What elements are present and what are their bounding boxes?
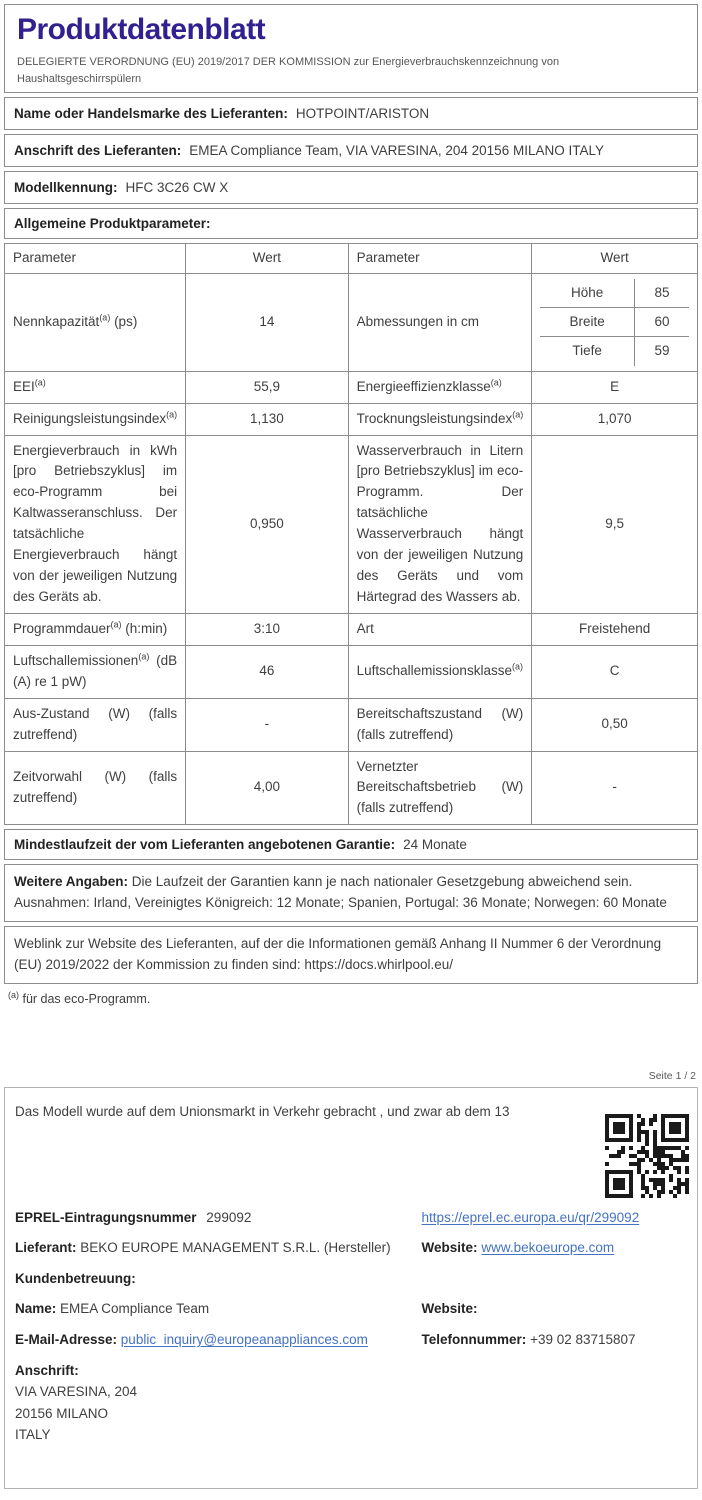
off-mode-value: -: [186, 698, 349, 751]
dimensions-label: Abmessungen in cm: [348, 273, 532, 371]
standby-value: 0,50: [532, 698, 698, 751]
address-block: [15, 1360, 687, 1446]
eprel-link[interactable]: https://eprel.ec.europa.eu/qr/299092: [421, 1209, 640, 1225]
supplier-name-label: Name oder Handelsmarke des Lieferanten:: [14, 106, 288, 121]
general-parameters-header: Allgemeine Produktparameter:: [4, 208, 698, 239]
table-header-row: [5, 244, 698, 274]
email-row: [15, 1329, 687, 1351]
capacity-label: Nennkapazität$^{(a)}$ (ps): [5, 273, 186, 371]
eprel-row: [15, 1207, 687, 1229]
additional-info-row: [4, 864, 698, 922]
supplier-address-row: [4, 134, 698, 167]
table-row: [5, 273, 698, 371]
table-row: [5, 645, 698, 698]
water-consumption-label: Wasserverbrauch in Litern [pro Betriebszyklus] im eco-Programm. Der tatsächliche Wasserverbrauch hängt von der jeweiligen Nutzung des Geräts und vom Härtegrad des Wassers ab.: [348, 435, 532, 613]
supplier-name-row: [4, 97, 698, 130]
program-duration-value: 3:10: [186, 613, 349, 645]
address-line: VIA VARESINA, 204: [15, 1384, 138, 1400]
dim-value: 60: [635, 308, 689, 337]
table-row: [5, 613, 698, 645]
website2-info: Website:: [421, 1301, 478, 1317]
networked-standby-label: Vernetzter Bereitschaftsbetrieb (W) (falls zutreffend): [348, 751, 532, 825]
delay-start-value: 4,00: [186, 751, 349, 825]
phone-info: Telefonnummer: +39 02 83715807: [421, 1331, 636, 1347]
title-section: [4, 4, 698, 93]
weblink-url: https://docs.whirlpool.eu/: [304, 957, 454, 973]
energy-class-value: E: [532, 371, 698, 403]
cleaning-index-value: 1,130: [186, 403, 349, 435]
email-info: E-Mail-Adresse: public_inquiry@europeanappliances.com: [15, 1331, 368, 1347]
eei-label: EEI$^{(a)}$: [5, 371, 186, 403]
header-wert-2: Wert: [532, 244, 698, 274]
type-value: Freistehend: [532, 613, 698, 645]
additional-info-label: Weitere Angaben:: [14, 874, 129, 890]
dim-value: 85: [635, 279, 689, 308]
page-break-spacer: [4, 1006, 698, 1070]
header-parameter-2: Parameter: [348, 244, 532, 274]
dim-name: Tiefe: [540, 337, 634, 366]
qr-code: [599, 1108, 695, 1204]
dimensions-values: [532, 273, 698, 371]
address-line: 20156 MILANO: [15, 1405, 109, 1421]
table-row: [5, 435, 698, 613]
additional-info-text: Die Laufzeit der Garantien kann je nach nationaler Gesetzgebung abweichend sein. Ausnahmen: Irland, Vereinigtes Königreich: 12 Monate; Spanien, Portugal: 36 Monate; Norwegen: 60 Monate: [14, 874, 667, 911]
energy-class-label: Energieeffizienzklasse$^{(a)}$: [348, 371, 532, 403]
supplier-address-value: EMEA Compliance Team, VIA VARESINA, 204 20156 MILANO ITALY: [189, 143, 604, 158]
weblink-row: [4, 926, 698, 984]
eei-value: 55,9: [186, 371, 349, 403]
regulation-subtitle: DELEGIERTE VERORDNUNG (EU) 2019/2017 DER KOMMISSION zur Energieverbrauchskennzeichnung von Haushaltsgeschirrspülern: [17, 56, 560, 85]
standby-label: Bereitschaftszustand (W) (falls zutreffend): [348, 698, 532, 751]
website-info: Website: www.bekoeurope.com: [421, 1240, 615, 1256]
supplier-row: [15, 1237, 687, 1259]
dim-name: Breite: [540, 308, 634, 337]
table-row: [540, 337, 689, 366]
eco-footnote: $^{(a)}$ für das eco-Programm.: [8, 989, 151, 1006]
table-row: [540, 279, 689, 308]
table-row: [5, 371, 698, 403]
header-wert-1: Wert: [186, 244, 349, 274]
email-link[interactable]: public_inquiry@europeanappliances.com: [120, 1331, 368, 1347]
supplier-info: Lieferant: BEKO EUROPE MANAGEMENT S.R.L. (Hersteller): [15, 1240, 391, 1256]
parameters-table: [4, 243, 698, 825]
networked-standby-value: -: [532, 751, 698, 825]
energy-consumption-label: Energieverbrauch in kWh [pro Betriebszyklus] im eco-Programm bei Kaltwasseranschluss. Der tatsächliche Energieverbrauch hängt von der jeweiligen Nutzung des Geräts ab.: [5, 435, 186, 613]
model-id-value: HFC 3C26 CW X: [125, 180, 229, 195]
weblink-text: Weblink zur Website des Lieferanten, auf der die Informationen gemäß Anhang II Nummer 6 der Verordnung (EU) 2019/2022 der Kommission zu finden sind:: [14, 936, 662, 973]
model-id-label: Modellkennung:: [14, 180, 118, 195]
type-label: Art: [348, 613, 532, 645]
off-mode-label: Aus-Zustand (W) (falls zutreffend): [5, 698, 186, 751]
market-placement-text: Das Modell wurde auf dem Unionsmarkt in Verkehr gebracht , und zwar ab dem 13: [15, 1103, 510, 1119]
customer-care-label: Kundenbetreuung:: [15, 1270, 136, 1286]
table-row: [5, 698, 698, 751]
delay-start-label: Zeitvorwahl (W) (falls zutreffend): [5, 751, 186, 825]
supplier-website-link[interactable]: www.bekoeurope.com: [481, 1240, 615, 1256]
customer-care-row: [15, 1268, 687, 1290]
supplier-name-value: HOTPOINT/ARISTON: [295, 106, 430, 121]
dim-name: Höhe: [571, 284, 604, 300]
program-duration-label: Programmdauer$^{(a)}$ (h:min): [5, 613, 186, 645]
page-title: Produktdatenblatt: [17, 13, 266, 46]
contact-name-row: [15, 1298, 687, 1320]
drying-index-label: Trocknungsleistungsindex$^{(a)}$: [348, 403, 532, 435]
eprel-number: EPREL-Eintragungsnummer 299092: [15, 1209, 252, 1225]
noise-class-label: Luftschallemissionsklasse$^{(a)}$: [348, 645, 532, 698]
contact-name: Name: EMEA Compliance Team: [15, 1301, 210, 1317]
guarantee-row: [4, 829, 698, 860]
guarantee-value: 24 Monate: [403, 837, 467, 853]
drying-index-value: 1,070: [532, 403, 698, 435]
address-label: Anschrift:: [15, 1362, 79, 1378]
table-row: [540, 308, 689, 337]
guarantee-label: Mindestlaufzeit der vom Lieferanten angebotenen Garantie:: [14, 837, 396, 853]
dim-value: 59: [635, 337, 689, 366]
table-row: [5, 403, 698, 435]
page2-section: [4, 1087, 698, 1489]
dimensions-subtable: [540, 279, 689, 366]
water-consumption-value: 9,5: [532, 435, 698, 613]
cleaning-index-label: Reinigungsleistungsindex$^{(a)}$: [5, 403, 186, 435]
noise-label: Luftschallemissionen$^{(a)}$ (dB (A) re 1 pW): [5, 645, 186, 698]
address-line: ITALY: [15, 1427, 51, 1443]
noise-class-value: C: [532, 645, 698, 698]
model-id-row: [4, 171, 698, 204]
capacity-value: 14: [186, 273, 349, 371]
supplier-address-label: Anschrift des Lieferanten:: [14, 143, 182, 158]
page-indicator: Seite 1 / 2: [648, 1069, 696, 1082]
table-row: [5, 751, 698, 825]
header-parameter-1: Parameter: [5, 244, 186, 274]
energy-consumption-value: 0,950: [186, 435, 349, 613]
noise-value: 46: [186, 645, 349, 698]
